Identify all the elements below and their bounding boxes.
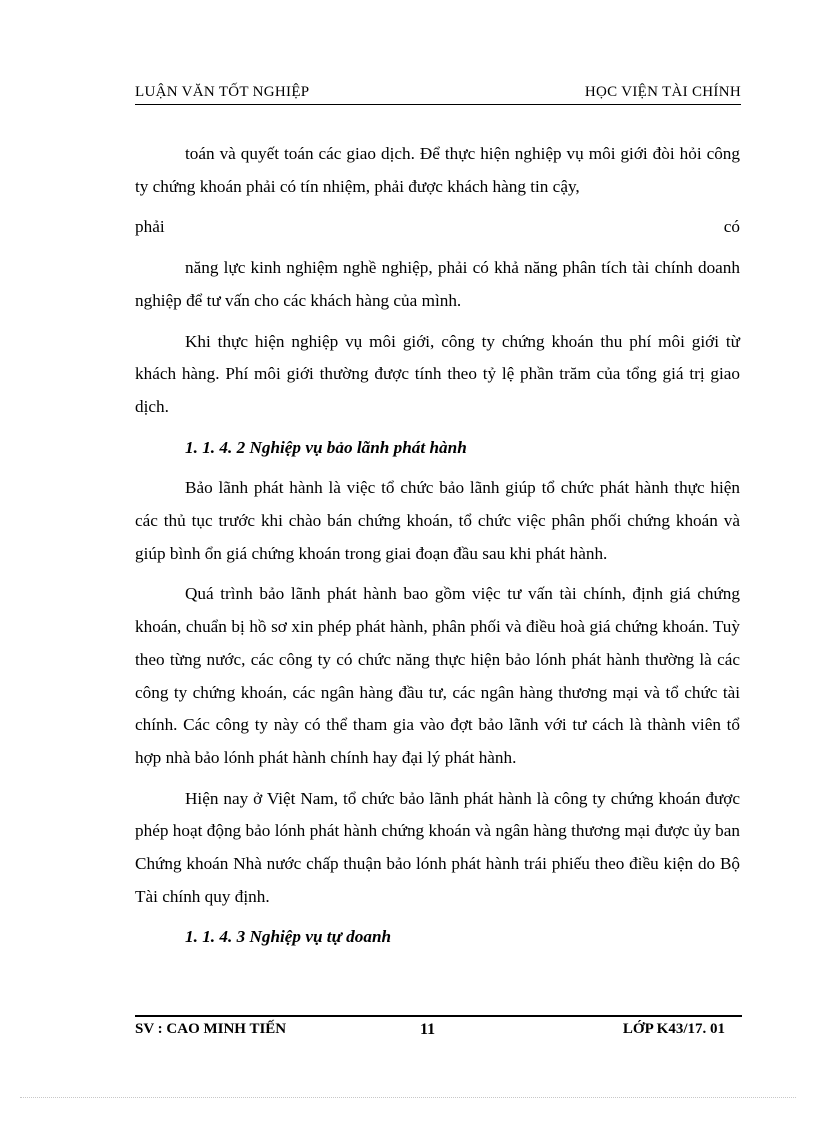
paragraph-underwriting-process: Quá trình bảo lãnh phát hành bao gồm việc tư vấn tài chính, định giá chứng khoán, chuẩn bị hồ sơ xin phép phát hành, phân phối và điều hoà giá chứng khoán. Tuỳ theo từng nước, các công ty có chức năng thực hiện bảo lónh phát hành thường là các công ty chứng khoán, các ngân hàng đầu tư, các ngân hàng thương mại và tổ chức tài chính. Các công ty này có thể tham gia vào đợt bảo lãnh với tư cách là thành viên tổ hợp nhà bảo lónh phát hành chính hay đại lý phát hành. — [135, 584, 740, 767]
document-body — [135, 138, 740, 962]
split-line-right: có — [723, 217, 740, 237]
section-heading-proprietary-trading: 1. 1. 4. 3 Nghiệp vụ tự doanh — [185, 927, 392, 947]
header-institution: HỌC VIỆN TÀI CHÍNH — [584, 84, 741, 100]
paragraph-underwriting-definition: Bảo lãnh phát hành là việc tổ chức bảo lãnh giúp tổ chức phát hành thực hiện các thủ tục trước khi chào bán chứng khoán, tổ chức việc phân phối chứng khoán và giúp bình ổn giá chứng khoán trong giai đoạn đầu sau khi phát hành. — [135, 478, 740, 563]
page-header — [135, 82, 741, 105]
paragraph-brokerage-capability: năng lực kinh nghiệm nghề nghiệp, phải có khả năng phân tích tài chính doanh nghiệp để tư vấn cho các khách hàng của mình. — [135, 258, 740, 310]
page-bottom-dotted-rule — [20, 1097, 796, 1098]
header-thesis-title: LUẬN VĂN TỐT NGHIỆP — [135, 84, 310, 100]
paragraph-brokerage-fee: Khi thực hiện nghiệp vụ môi giới, công ty chứng khoán thu phí môi giới từ khách hàng. Phí môi giới thường được tính theo tỷ lệ phần trăm của tổng giá trị giao dịch. — [135, 331, 740, 416]
footer-class-code: LỚP K43/17. 01 — [622, 1021, 725, 1037]
justified-split-line — [135, 211, 740, 244]
paragraph-underwriting-vietnam: Hiện nay ở Việt Nam, tổ chức bảo lãnh phát hành là công ty chứng khoán được phép hoạt động bảo lónh phát hành chứng khoán và ngân hàng thương mại được ủy ban Chứng khoán Nhà nước chấp thuận bảo lónh phát hành trái phiếu theo điều kiện do Bộ Tài chính quy định. — [135, 788, 740, 906]
footer-student-name: SV : CAO MINH TIẾN — [135, 1021, 287, 1037]
paragraph-brokerage-requirements: toán và quyết toán các giao dịch. Để thực hiện nghiệp vụ môi giới đòi hỏi công ty chứng khoán phải có tín nhiệm, phải được khách hàng tin cậy, — [135, 144, 740, 196]
footer-page-number: 11 — [420, 1021, 436, 1038]
section-heading-underwriting: 1. 1. 4. 2 Nghiệp vụ bảo lãnh phát hành — [185, 437, 467, 457]
footer-divider — [135, 1015, 742, 1017]
split-line-left: phải — [135, 217, 165, 237]
